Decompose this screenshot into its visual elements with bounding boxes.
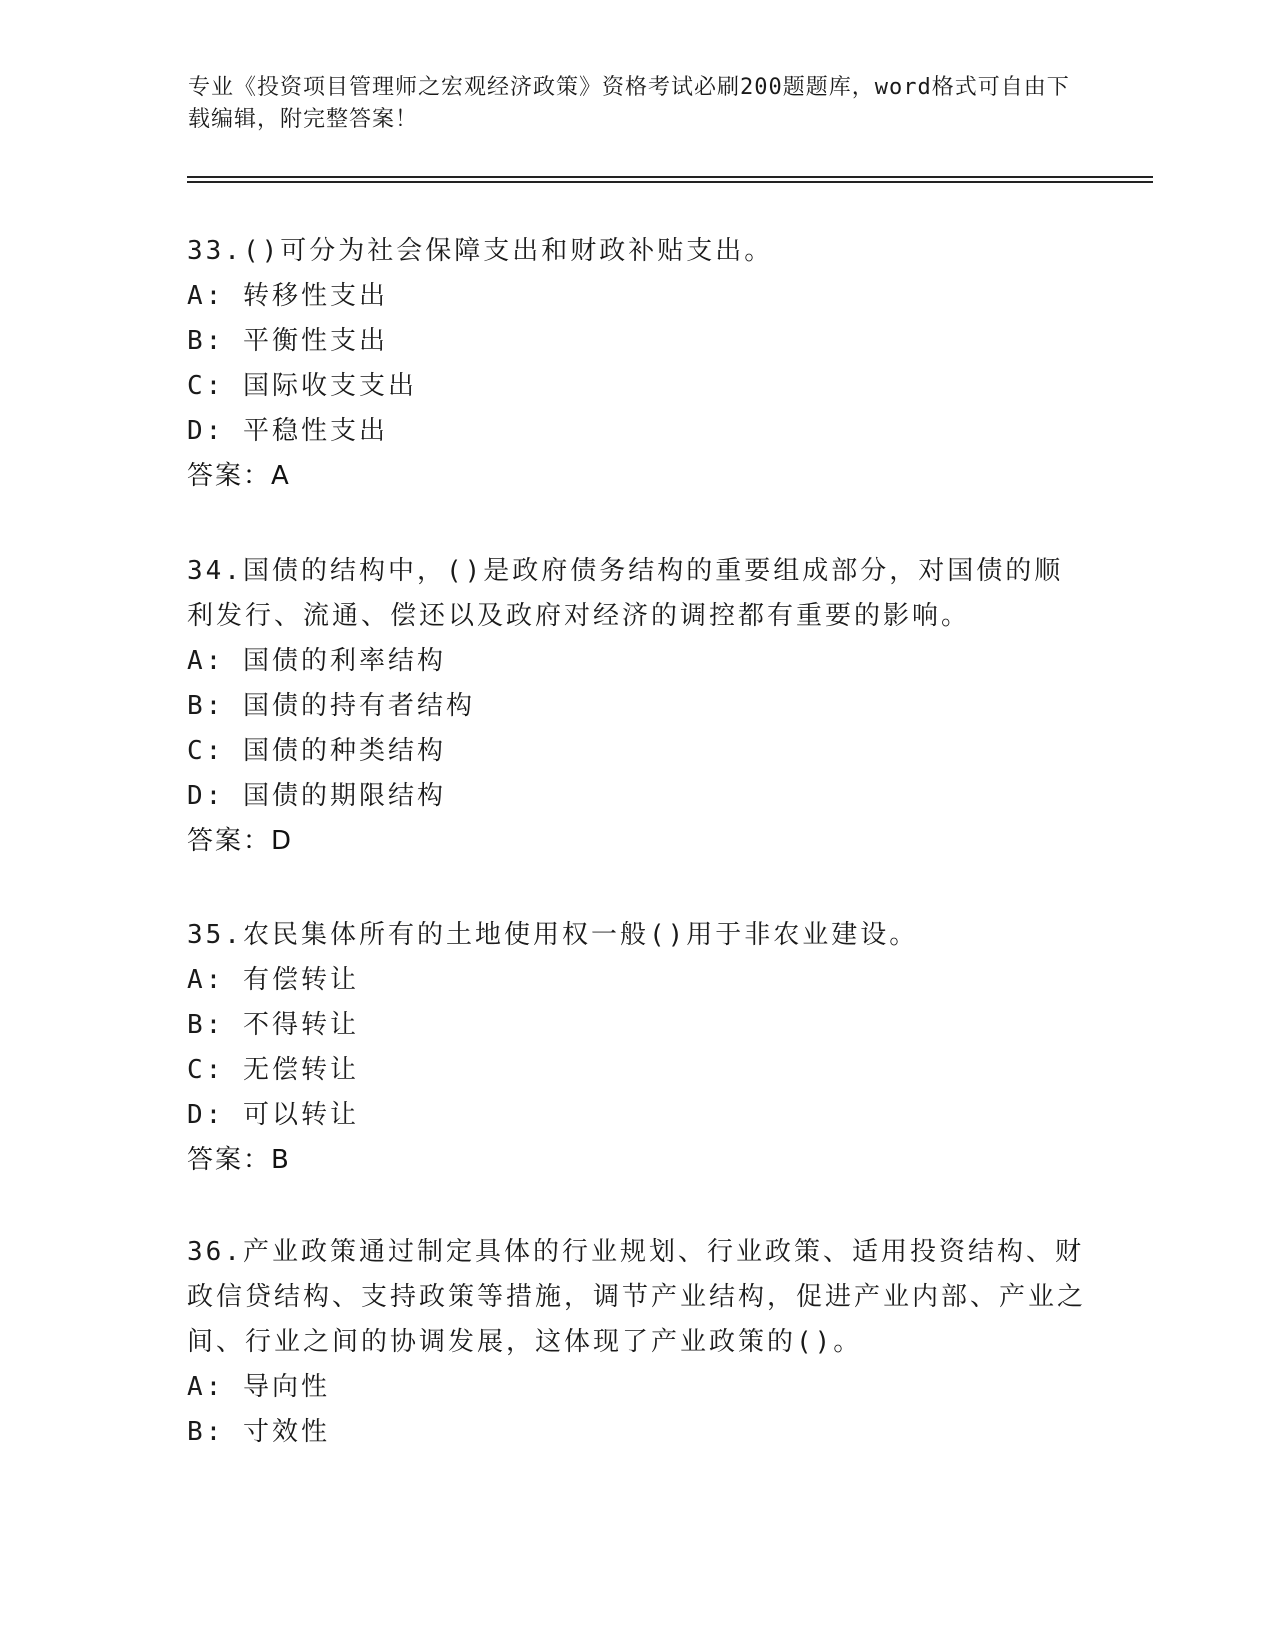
option-c: C: 无偿转让	[187, 1055, 359, 1085]
header-divider-top	[187, 176, 1153, 178]
option-c: C: 国际收支支出	[187, 371, 417, 401]
question-stem: 36.产业政策通过制定具体的行业规划、行业政策、适用投资结构、财政信贷结构、支持政策等措施，调节产业结构，促进产业内部、产业之间、行业之间的协调发展，这体现了产业政策的()。	[187, 1237, 1087, 1357]
option-b: B: 不得转让	[187, 1010, 359, 1040]
option-a: A: 转移性支出	[187, 281, 388, 311]
option-a: A: 国债的利率结构	[187, 646, 446, 676]
answer-line: 答案：D	[187, 826, 294, 856]
option-b: B: 国债的持有者结构	[187, 691, 475, 721]
document-header: 专业《投资项目管理师之宏观经济政策》资格考试必刷200题题库，word格式可自由下载编辑，附完整答案！	[188, 75, 1070, 132]
option-d: D: 可以转让	[187, 1100, 359, 1130]
answer-line: 答案：A	[187, 461, 291, 491]
option-a: A: 导向性	[187, 1372, 330, 1402]
answer-line: 答案：B	[187, 1145, 291, 1175]
header-divider-bottom	[187, 181, 1153, 183]
question-34	[187, 549, 1087, 864]
question-33	[187, 229, 1087, 499]
question-stem: 35.农民集体所有的土地使用权一般()用于非农业建设。	[187, 920, 919, 950]
question-stem: 33.()可分为社会保障支出和财政补贴支出。	[187, 236, 774, 266]
question-35	[187, 913, 1087, 1183]
option-c: C: 国债的种类结构	[187, 736, 446, 766]
option-d: D: 国债的期限结构	[187, 781, 446, 811]
question-stem: 34.国债的结构中，()是政府债务结构的重要组成部分，对国债的顺利发行、流通、偿还以及政府对经济的调控都有重要的影响。	[187, 556, 1064, 631]
option-a: A: 有偿转让	[187, 965, 359, 995]
question-36	[187, 1230, 1087, 1455]
option-b: B: 寸效性	[187, 1417, 330, 1447]
option-d: D: 平稳性支出	[187, 416, 388, 446]
option-b: B: 平衡性支出	[187, 326, 388, 356]
